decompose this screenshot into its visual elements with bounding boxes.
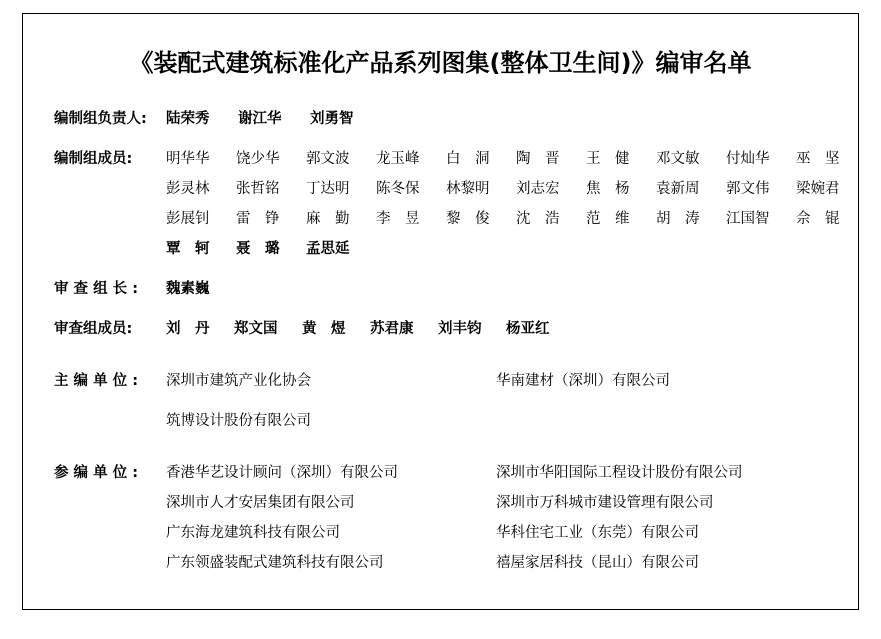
- unit-name: 深圳市建筑产业化协会: [166, 373, 311, 389]
- name-line: [166, 144, 866, 174]
- spacer: [54, 304, 841, 314]
- person-name: 林黎明: [446, 181, 490, 197]
- unit-row: [166, 488, 841, 518]
- values-compile-members: [166, 144, 866, 264]
- person-name: 沈 浩: [516, 211, 560, 227]
- person-name: 袁新周: [656, 181, 700, 197]
- values-compile-leaders: [166, 104, 841, 134]
- name-line: [166, 314, 841, 344]
- person-name: 黎 俊: [446, 211, 490, 227]
- values-participating-units: [166, 458, 841, 578]
- person-name: 苏君康: [370, 321, 414, 337]
- unit-row: [166, 458, 841, 488]
- label-compile-members: 编制组成员:: [54, 151, 133, 167]
- person-name: 覃 轲: [166, 241, 210, 257]
- person-name: 麻 勤: [306, 211, 350, 227]
- person-name: 陆荣秀: [166, 111, 210, 127]
- name-line: [166, 204, 866, 234]
- person-name: 刘丰钧: [438, 321, 482, 337]
- label-review-leader: 审 查 组 长 :: [54, 281, 138, 297]
- person-name: 明华华: [166, 151, 210, 167]
- person-name: 陈冬保: [376, 181, 420, 197]
- name-line: [166, 174, 866, 204]
- unit-name: 广东领盛装配式建筑科技有限公司: [166, 555, 384, 571]
- row-review-members: [54, 314, 841, 344]
- person-name: 郭文伟: [726, 181, 770, 197]
- label-review-members: 审查组成员:: [54, 321, 133, 337]
- person-name: 陶 晋: [516, 151, 560, 167]
- person-name: 王 健: [586, 151, 630, 167]
- person-name: 龙玉峰: [376, 151, 420, 167]
- person-name: 白 洞: [446, 151, 490, 167]
- unit-name: 深圳市万科城市建设管理有限公司: [496, 495, 714, 511]
- person-name: 郭文波: [306, 151, 350, 167]
- person-name: 孟思延: [306, 241, 350, 257]
- row-compile-leaders: [54, 104, 841, 134]
- row-compile-members: [54, 144, 841, 264]
- row-chief-units: [54, 366, 841, 436]
- page-title: 《装配式建筑标准化产品系列图集(整体卫生间)》编审名单: [129, 49, 752, 77]
- unit-name: 华科住宅工业（东莞）有限公司: [496, 525, 699, 541]
- person-name: 胡 涛: [656, 211, 700, 227]
- spacer: [166, 396, 841, 406]
- person-name: 饶少华: [236, 151, 280, 167]
- person-name: 梁婉君: [796, 181, 840, 197]
- values-chief-units: [166, 366, 841, 436]
- row-review-leader: [54, 274, 841, 304]
- values-review-members: [166, 314, 841, 344]
- person-name: 刘勇智: [310, 111, 354, 127]
- person-name: 彭展钊: [166, 211, 210, 227]
- unit-name: 筑博设计股份有限公司: [166, 413, 311, 429]
- person-name: 邓文敏: [656, 151, 700, 167]
- person-name: 彭灵林: [166, 181, 210, 197]
- row-participating-units: [54, 458, 841, 578]
- person-name: 张哲铭: [236, 181, 280, 197]
- person-name: 焦 杨: [586, 181, 630, 197]
- name-line: [166, 104, 841, 134]
- person-name: 雷 铮: [236, 211, 280, 227]
- unit-name: 深圳市人才安居集团有限公司: [166, 495, 355, 511]
- label-participating-units: 参 编 单 位 :: [54, 465, 138, 481]
- spacer: [54, 134, 841, 144]
- person-name: 范 维: [586, 211, 630, 227]
- person-name: 杨亚红: [506, 321, 550, 337]
- person-name: 付灿华: [726, 151, 770, 167]
- spacer: [54, 344, 841, 366]
- values-review-leader: [166, 274, 841, 304]
- person-name: 江国智: [726, 211, 770, 227]
- person-name: 巫 坚: [796, 151, 840, 167]
- spacer: [54, 264, 841, 274]
- unit-name: 深圳市华阳国际工程设计股份有限公司: [496, 465, 743, 481]
- unit-name: 华南建材（深圳）有限公司: [496, 373, 670, 389]
- name-line: [166, 234, 866, 264]
- unit-row: [166, 518, 841, 548]
- page-content: [22, 13, 859, 610]
- person-name: 刘志宏: [516, 181, 560, 197]
- unit-name: 香港华艺设计顾问（深圳）有限公司: [166, 465, 398, 481]
- person-name: 李 昱: [376, 211, 420, 227]
- unit-name: 广东海龙建筑科技有限公司: [166, 525, 340, 541]
- person-name: 佘 锟: [796, 211, 840, 227]
- unit-row: [166, 548, 841, 578]
- label-compile-leaders: 编制组负责人:: [54, 111, 147, 127]
- person-name: 郑文国: [234, 321, 278, 337]
- person-name: 丁达明: [306, 181, 350, 197]
- unit-name: [496, 406, 841, 436]
- spacer: [54, 436, 841, 458]
- label-chief-units: 主 编 单 位 :: [54, 373, 138, 389]
- roster-list: [22, 104, 859, 578]
- person-name: 黄 煜: [302, 321, 346, 337]
- person-name: 魏素巍: [166, 281, 210, 297]
- person-name: 聂 璐: [236, 241, 280, 257]
- person-name: 刘 丹: [166, 321, 210, 337]
- unit-row: [166, 366, 841, 396]
- person-name: 谢江华: [238, 111, 282, 127]
- unit-row: [166, 406, 841, 436]
- unit-name: 禧屋家居科技（昆山）有限公司: [496, 555, 699, 571]
